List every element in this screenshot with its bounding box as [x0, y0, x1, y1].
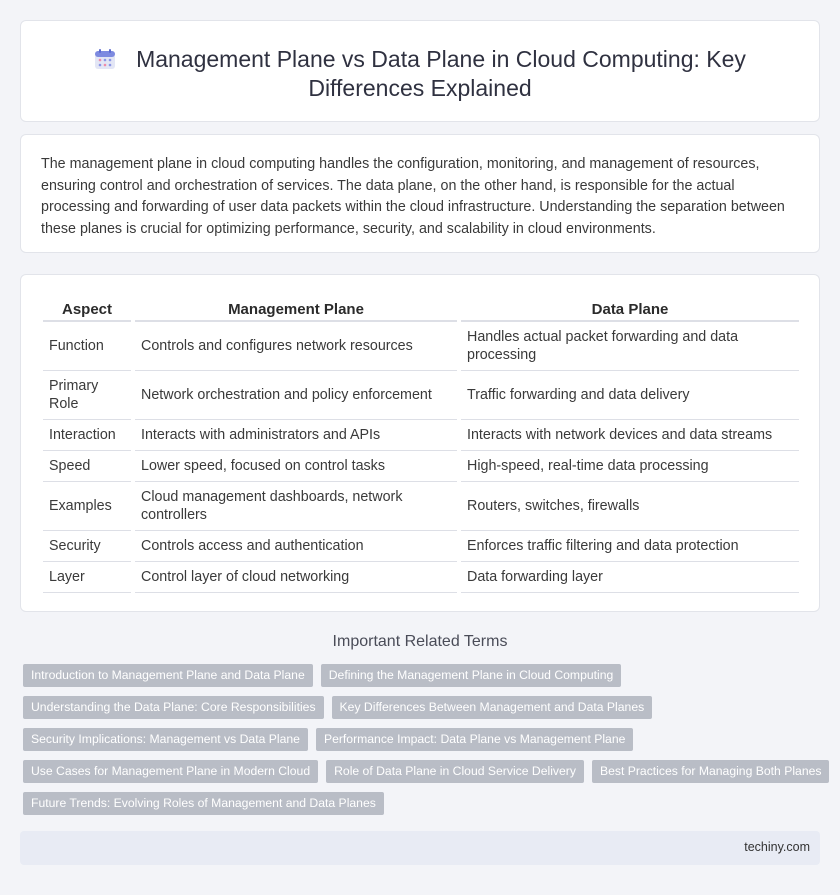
related-term-link[interactable]: Introduction to Management Plane and Data Plane — [23, 664, 313, 687]
management-plane-cell: Controls access and authentication — [135, 531, 457, 562]
related-terms-list — [23, 664, 823, 824]
related-term-link[interactable]: Use Cases for Management Plane in Modern Cloud — [23, 760, 318, 783]
management-plane-cell: Lower speed, focused on control tasks — [135, 451, 457, 482]
aspect-cell: Examples — [43, 482, 131, 531]
intro-text: The management plane in cloud computing handles the configuration, monitoring, and management of resources, ensuring control and orchestration of services. The data plane, on the other hand, is responsible for the actual processing and forwarding of user data packets within the cloud infrastructure. Understanding the separation between these planes is crucial for optimizing performance, security, and scalability in cloud environments. — [41, 156, 785, 237]
table-row — [43, 482, 799, 531]
comparison-table — [43, 295, 799, 593]
data-plane-cell: Data forwarding layer — [461, 562, 799, 593]
related-terms-heading: Important Related Terms — [332, 633, 508, 650]
table-header-row — [43, 295, 799, 322]
aspect-cell: Layer — [43, 562, 131, 593]
management-plane-cell: Cloud management dashboards, network controllers — [135, 482, 457, 531]
related-term-link[interactable]: Future Trends: Evolving Roles of Management and Data Planes — [23, 792, 384, 815]
aspect-cell: Primary Role — [43, 371, 131, 420]
intro-card — [20, 134, 820, 253]
aspect-cell: Security — [43, 531, 131, 562]
footer-brand[interactable]: techiny.com — [744, 840, 810, 854]
related-term-link[interactable]: Understanding the Data Plane: Core Responsibilities — [23, 696, 324, 719]
column-header-management-plane: Management Plane — [135, 295, 457, 322]
tag-row — [23, 728, 823, 751]
title-card — [20, 20, 820, 122]
data-plane-cell: Enforces traffic filtering and data protection — [461, 531, 799, 562]
data-plane-cell: Routers, switches, firewalls — [461, 482, 799, 531]
aspect-cell: Interaction — [43, 420, 131, 451]
footer-bar — [20, 831, 820, 865]
tag-row — [23, 792, 823, 815]
management-plane-cell: Network orchestration and policy enforcement — [135, 371, 457, 420]
aspect-cell: Function — [43, 322, 131, 371]
table-row — [43, 562, 799, 593]
data-plane-cell: Handles actual packet forwarding and data processing — [461, 322, 799, 371]
table-row — [43, 451, 799, 482]
tag-row — [23, 760, 823, 783]
comparison-table-card — [20, 274, 820, 612]
table-row — [43, 531, 799, 562]
column-header-aspect: Aspect — [43, 295, 131, 322]
column-header-data-plane: Data Plane — [461, 295, 799, 322]
management-plane-cell: Control layer of cloud networking — [135, 562, 457, 593]
table-row — [43, 322, 799, 371]
related-term-link[interactable]: Defining the Management Plane in Cloud Computing — [321, 664, 622, 687]
related-term-link[interactable]: Performance Impact: Data Plane vs Management Plane — [316, 728, 633, 751]
calendar-icon — [94, 48, 116, 70]
data-plane-cell: High-speed, real-time data processing — [461, 451, 799, 482]
tag-row — [23, 664, 823, 687]
table-row — [43, 420, 799, 451]
related-term-link[interactable]: Role of Data Plane in Cloud Service Delivery — [326, 760, 584, 783]
table-row — [43, 371, 799, 420]
aspect-cell: Speed — [43, 451, 131, 482]
page-title-text: Management Plane vs Data Plane in Cloud Computing: Key Differences Explained — [136, 46, 746, 101]
related-term-link[interactable]: Best Practices for Managing Both Planes — [592, 760, 830, 783]
related-term-link[interactable]: Security Implications: Management vs Data Plane — [23, 728, 308, 751]
data-plane-cell: Interacts with network devices and data streams — [461, 420, 799, 451]
data-plane-cell: Traffic forwarding and data delivery — [461, 371, 799, 420]
related-term-link[interactable]: Key Differences Between Management and Data Planes — [332, 696, 653, 719]
management-plane-cell: Interacts with administrators and APIs — [135, 420, 457, 451]
management-plane-cell: Controls and configures network resources — [135, 322, 457, 371]
tag-row — [23, 696, 823, 719]
page-title — [51, 45, 789, 103]
